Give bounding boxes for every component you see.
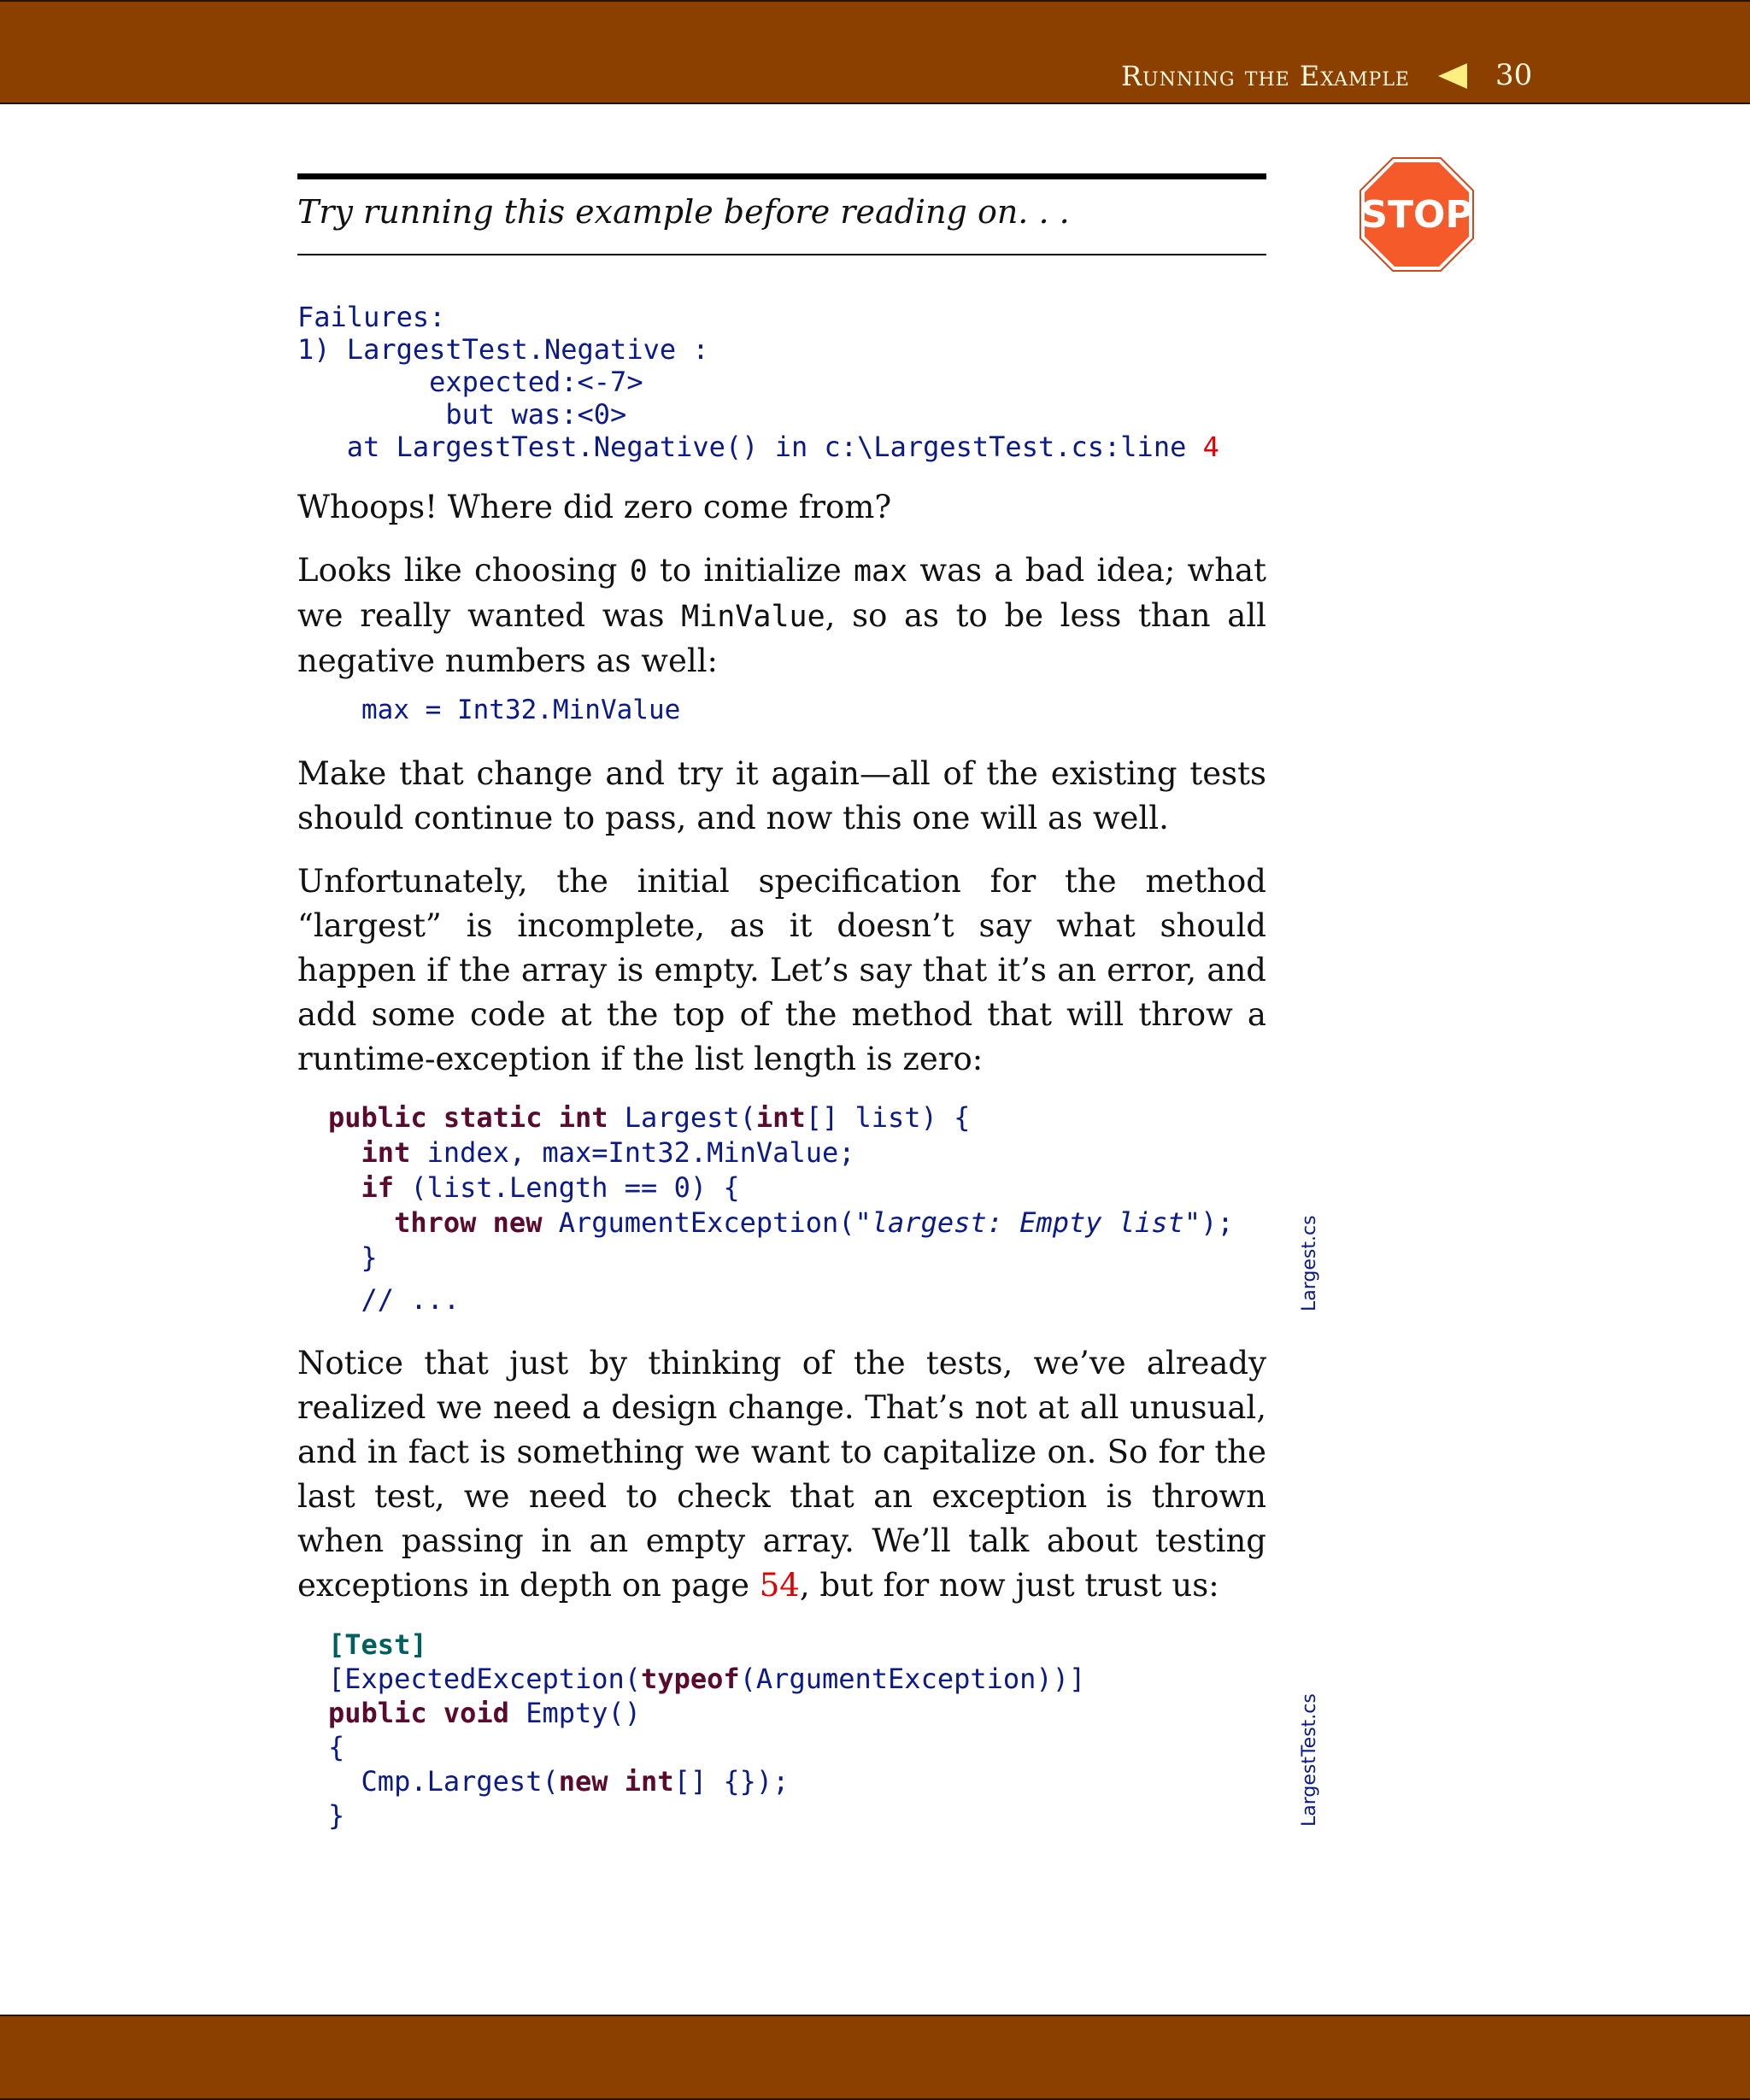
paragraph-initialize: Looks like choosing 0 to initialize max was a bad idea; what we really wanted was MinValue, so as to be less than all negative numbers as well: (297, 552, 1266, 679)
code-line: [ExpectedException(typeof(ArgumentException))] (328, 1663, 1086, 1695)
source-file-label-largest-test[interactable]: LargestTest.cs (1299, 1693, 1320, 1827)
failure-output (297, 301, 1219, 463)
code-line: // ... (361, 1283, 461, 1316)
paragraph-make-change: Make that change and try it again—all of the existing tests should continue to pass, and now this one will as well. (297, 755, 1266, 836)
code-empty-test (328, 1628, 1085, 1833)
code-largest-method (328, 1100, 1234, 1317)
paragraph-unfortunately: Unfortunately, the initial specification for the method “largest” is incomplete, as it doesn’t say what should happen if the array is empty. Let’s say that it’s an error, and add some code at the top of the method that will throw a runtime-exception if the list length is zero: (297, 863, 1266, 1077)
code-line: { (328, 1731, 345, 1763)
code-max-assignment: max = Int32.MinValue (361, 695, 681, 725)
source-file-label-largest[interactable]: Largest.cs (1299, 1215, 1320, 1311)
page-number: 30 (1495, 58, 1533, 92)
inline-code: max (853, 554, 908, 589)
failure-location: at LargestTest.Negative() in c:\LargestTest.cs:line (297, 431, 1203, 463)
paragraph-whoops: Whoops! Where did zero come from? (297, 489, 892, 525)
failure-line: 1) LargestTest.Negative : (297, 333, 709, 366)
note-top-rule (297, 173, 1266, 179)
failure-line: Failures: (297, 301, 446, 333)
footer-band (0, 2015, 1750, 2100)
note-bottom-rule (297, 254, 1266, 255)
back-arrow-icon[interactable] (1438, 63, 1467, 89)
code-line: } (328, 1799, 345, 1832)
code-line: public void Empty() (328, 1697, 642, 1729)
running-header-title: Running the Example (1120, 60, 1410, 92)
code-line: int index, max=Int32.MinValue; (361, 1136, 855, 1169)
failure-line (297, 431, 1219, 463)
inline-code: 0 (629, 554, 648, 589)
stop-sign-icon (1359, 156, 1475, 273)
code-line: public static int Largest(int[] list) { (328, 1101, 971, 1134)
paragraph-notice: Notice that just by thinking of the tests, we’ve already realized we need a design change. That’s not at all unusual, and in fact is something we want to capitalize on. So for the last test, we need to check that an exception is thrown when passing in an empty array. We’ll talk about testing exceptions in depth on page 54, but for now just trust us: (297, 1345, 1266, 1604)
code-line: throw new ArgumentException("largest: Empty list"); (394, 1206, 1234, 1239)
stop-label: STOP (1360, 193, 1473, 237)
code-line: if (list.Length == 0) { (361, 1171, 740, 1204)
code-line: [Test] (328, 1628, 427, 1661)
stop-note-text: Try running this example before reading on. . . (297, 193, 1070, 231)
code-line: Cmp.Largest(new int[] {}); (361, 1765, 790, 1798)
failure-line: expected:<-7> (297, 366, 643, 398)
code-line: } (361, 1241, 378, 1274)
header-band (0, 0, 1750, 104)
page-reference-link[interactable]: 54 (759, 1567, 800, 1604)
failure-line: but was:<0> (297, 398, 627, 431)
inline-code: MinValue (681, 600, 825, 634)
failure-line-number[interactable]: 4 (1202, 431, 1219, 463)
